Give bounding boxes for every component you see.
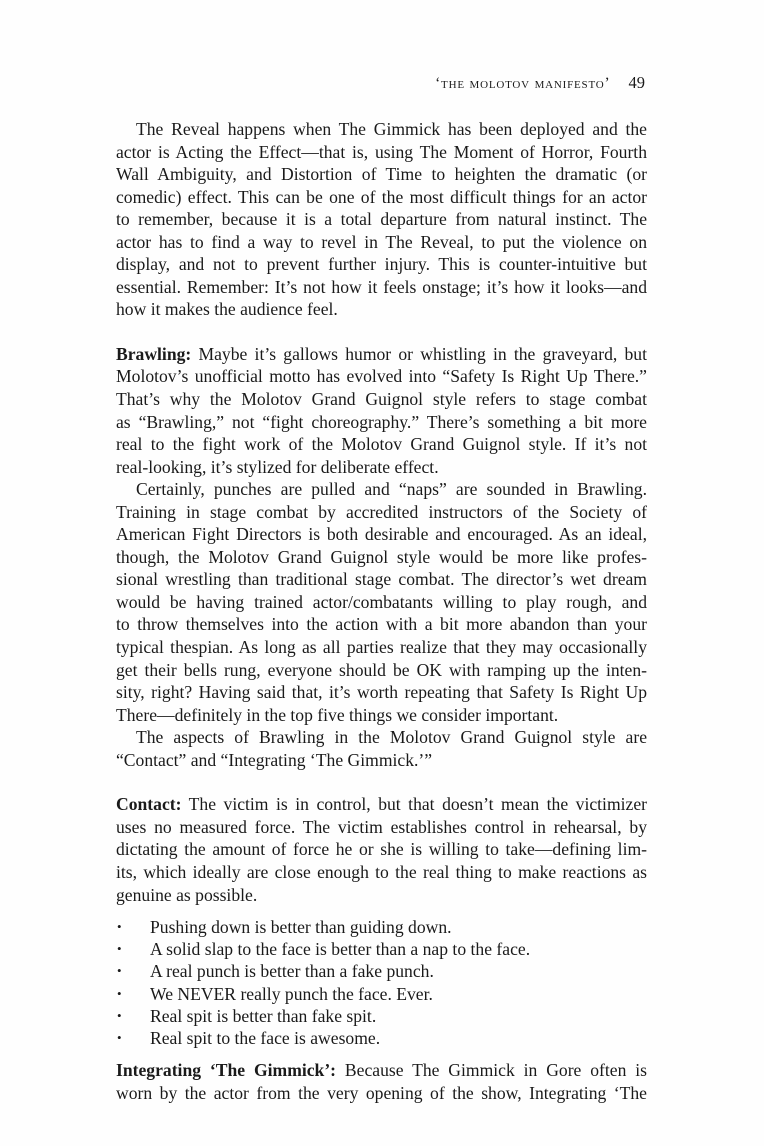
text-line: real-looking, it’s stylized for deliberate effect. (116, 456, 439, 477)
bullet-icon: • (117, 919, 122, 935)
text-run: The victim is in control, but that doesn’t mean the victimizer (181, 794, 647, 815)
list-item-text: Pushing down is better than guiding down. (150, 917, 452, 938)
text-line: The Reveal happens when The Gimmick has been deployed and the (136, 119, 647, 139)
reveal-paragraph (116, 118, 647, 321)
text-line: sity, right? Having said that, it’s worth repeating that Safety Is Right Up (116, 682, 647, 703)
text-line: sional wrestling than traditional stage combat. The director’s wet dream (116, 569, 647, 590)
page-body (116, 118, 647, 1104)
list-gap (116, 906, 647, 916)
list-item-text: Real spit is better than fake spit. (150, 1005, 377, 1026)
list-item-text: Real spit to the face is awesome. (150, 1027, 381, 1048)
list-item (116, 983, 647, 1005)
text-line: its, which ideally are close enough to the real thing to make reactions as (116, 861, 647, 882)
text-line: That’s why the Molotov Grand Guignol style refers to stage combat (116, 389, 647, 410)
text-line: actor has to find a way to revel in The Reveal, to put the violence on (116, 231, 647, 252)
bullet-icon: • (117, 985, 122, 1001)
list-item (116, 960, 647, 982)
text-line: essential. Remember: It’s not how it feels onstage; it’s how it looks—and (116, 276, 647, 297)
list-item (116, 1027, 647, 1049)
text-line: Molotov’s unofficial motto has evolved into “Safety Is Right Up There.” (116, 366, 647, 387)
text-line: though, the Molotov Grand Guignol style would be more like profes- (116, 546, 647, 567)
text-line: as “Brawling,” not “fight choreography.” There’s something a bit more (116, 411, 647, 432)
list-item (116, 916, 647, 938)
text-line: get their bells rung, everyone should be OK with ramping up the inten- (116, 659, 647, 680)
text-line: actor is Acting the Effect—that is, using The Moment of Horror, Fourth (116, 141, 647, 162)
bullet-icon: • (117, 1029, 122, 1045)
page-number: 49 (628, 73, 645, 92)
brawling-heading: Brawling: (116, 343, 192, 364)
bullet-list (116, 916, 647, 1049)
text-line: American Fight Directors is both desirable and encouraged. As an ideal, (116, 524, 647, 545)
contact-section (116, 793, 647, 1049)
bullet-icon: • (117, 963, 122, 979)
running-head (380, 73, 645, 95)
text-line: how it makes the audience feel. (116, 299, 338, 320)
text-line (116, 343, 647, 366)
text-run: Because The Gimmick in Gore often is (336, 1060, 647, 1081)
text-line: comedic) effect. This can be one of the most difficult things for an actor (116, 186, 647, 207)
brawling-section (116, 343, 647, 771)
text-line: would be having trained actor/combatants willing to play rough, and (116, 591, 647, 612)
text-line: dictating the amount of force he or she is willing to take—defining lim- (116, 839, 647, 860)
text-line: Wall Ambiguity, and Distortion of Time to heighten the dramatic (or (116, 164, 647, 185)
text-line: uses no measured force. The victim establishes control in rehearsal, by (116, 816, 647, 837)
integrating-section (116, 1059, 647, 1104)
text-line: real to the fight work of the Molotov Grand Guignol style. If it’s not (116, 434, 647, 455)
section-gap (116, 1049, 647, 1059)
list-item-text: A real punch is better than a fake punch. (150, 961, 434, 982)
integrating-heading: Integrating ‘The Gimmick’: (116, 1060, 337, 1081)
text-run: Maybe it’s gallows humor or whistling in the graveyard, but (191, 343, 647, 364)
list-item (116, 938, 647, 960)
text-line: Certainly, punches are pulled and “naps” are sounded in Brawling. (136, 479, 647, 500)
text-line: to throw themselves into the action with a bit more abandon than your (116, 614, 647, 635)
list-item-text: We NEVER really punch the face. Ever. (150, 983, 433, 1004)
text-line: The aspects of Brawling in the Molotov Grand Guignol style are (136, 727, 647, 748)
text-line: worn by the actor from the very opening of the show, Integrating ‘The (116, 1082, 647, 1103)
bullet-icon: • (117, 1007, 122, 1023)
text-line: typical thespian. As long as all parties realize that they may occasionally (116, 637, 647, 658)
list-item-text: A solid slap to the face is better than a nap to the face. (150, 939, 531, 960)
running-head-title: ‘the molotov manifesto’ (435, 75, 611, 92)
text-line: display, and not to prevent further injury. This is counter-intuitive but (116, 254, 647, 275)
text-line (116, 793, 647, 816)
text-line: to remember, because it is a total departure from natural instinct. The (116, 209, 647, 230)
section-gap (116, 771, 647, 793)
text-line: Training in stage combat by accredited instructors of the Society of (116, 501, 647, 522)
text-line (116, 1059, 647, 1082)
text-line: genuine as possible. (116, 884, 258, 905)
contact-heading: Contact: (116, 794, 182, 815)
section-gap (116, 321, 647, 343)
bullet-icon: • (117, 941, 122, 957)
text-line: There—definitely in the top five things we consider important. (116, 704, 559, 725)
list-item (116, 1005, 647, 1027)
text-line: “Contact” and “Integrating ‘The Gimmick.’” (116, 749, 433, 770)
